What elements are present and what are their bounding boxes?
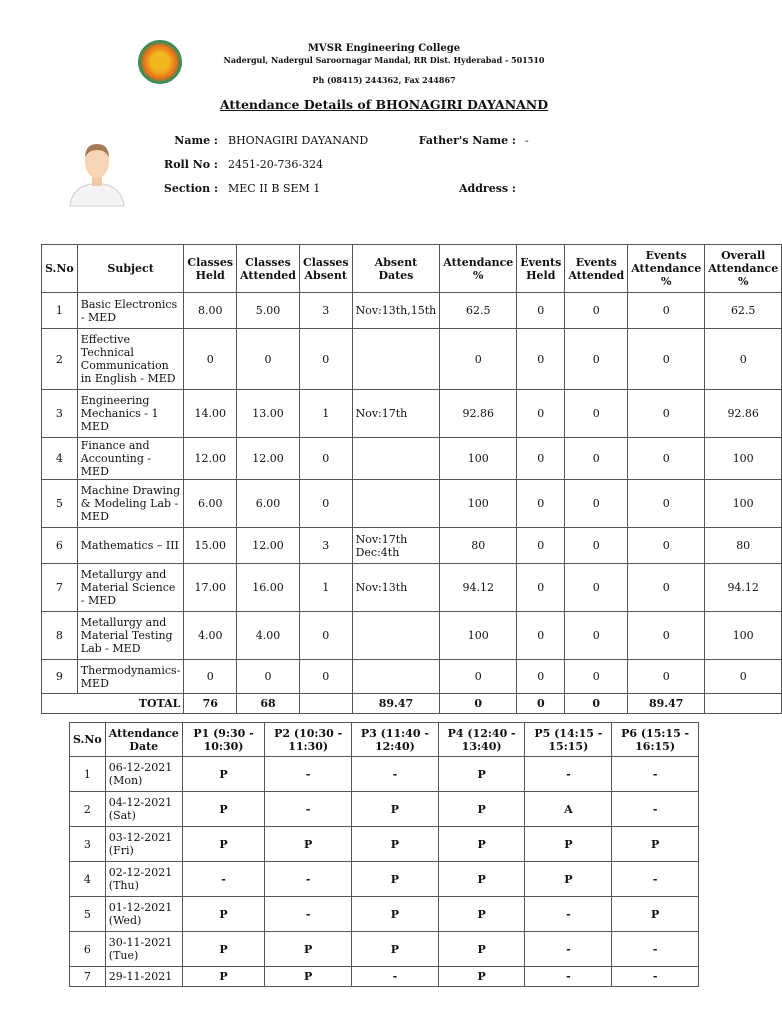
address-label: Address :: [459, 182, 516, 195]
cell-period-6: -: [612, 967, 699, 987]
cell-events-held: 0: [517, 438, 565, 480]
cell-absent-dates: [352, 480, 440, 528]
cell-classes-absent: 0: [299, 329, 352, 390]
page-title: Attendance Details of BHONAGIRI DAYANAND: [219, 97, 549, 112]
roll-no-label: Roll No :: [164, 158, 218, 171]
cell-classes-attended: 12.00: [237, 438, 300, 480]
cell-overall-pct: 62.5: [705, 293, 782, 329]
total-events-attended: 0: [517, 694, 565, 714]
summary-row: [42, 438, 782, 480]
total-attendance-pct: 89.47: [352, 694, 440, 714]
col-p4: P4 (12:40 - 13:40): [438, 723, 525, 757]
cell-absent-dates: Nov:17th: [352, 390, 440, 438]
cell-classes-held: 12.00: [184, 438, 237, 480]
cell-classes-held: 15.00: [184, 528, 237, 564]
cell-sno: 2: [70, 792, 106, 827]
cell-period-6: -: [612, 862, 699, 897]
cell-sno: 6: [70, 932, 106, 967]
col-p2: P2 (10:30 - 11:30): [265, 723, 352, 757]
college-phone: Ph (08415) 244362, Fax 244867: [312, 75, 456, 85]
cell-classes-held: 4.00: [184, 612, 237, 660]
summary-total-row: [42, 694, 782, 714]
cell-events-held: 0: [517, 660, 565, 694]
col-classes-attended: Classes Attended: [237, 245, 300, 293]
total-events-held: 0: [440, 694, 517, 714]
cell-classes-held: 0: [184, 660, 237, 694]
cell-events-pct: 0: [628, 660, 705, 694]
cell-attendance-date: 29-11-2021: [105, 967, 182, 987]
summary-row: [42, 293, 782, 329]
summary-row: [42, 564, 782, 612]
cell-attendance-date: 04-12-2021 (Sat): [105, 792, 182, 827]
col-p3: P3 (11:40 - 12:40): [352, 723, 439, 757]
col-events-held: Events Held: [517, 245, 565, 293]
cell-period-3: P: [352, 897, 439, 932]
summary-row: [42, 329, 782, 390]
name-value: BHONAGIRI DAYANAND: [228, 134, 369, 147]
cell-period-2: -: [265, 862, 352, 897]
cell-period-3: P: [352, 827, 439, 862]
cell-overall-pct: 0: [705, 660, 782, 694]
cell-events-attended: 0: [565, 564, 628, 612]
cell-period-2: P: [265, 932, 352, 967]
cell-period-4: P: [438, 757, 525, 792]
cell-events-held: 0: [517, 528, 565, 564]
cell-period-4: P: [438, 932, 525, 967]
cell-period-1: P: [182, 757, 264, 792]
cell-classes-attended: 13.00: [237, 390, 300, 438]
cell-period-5: -: [525, 932, 612, 967]
total-classes-absent: [299, 694, 352, 714]
cell-subject: Thermodynamics-MED: [77, 660, 184, 694]
col-events-pct: Events Attendance %: [628, 245, 705, 293]
cell-absent-dates: Nov:13th: [352, 564, 440, 612]
cell-classes-absent: 0: [299, 612, 352, 660]
cell-absent-dates: [352, 660, 440, 694]
cell-classes-attended: 16.00: [237, 564, 300, 612]
cell-period-3: -: [352, 967, 439, 987]
cell-attendance-pct: 100: [440, 612, 517, 660]
cell-sno: 7: [70, 967, 106, 987]
col-classes-absent: Classes Absent: [299, 245, 352, 293]
col-sno: S.No: [70, 723, 106, 757]
cell-period-1: P: [182, 827, 264, 862]
cell-period-3: -: [352, 757, 439, 792]
cell-events-attended: 0: [565, 293, 628, 329]
cell-attendance-pct: 100: [440, 438, 517, 480]
cell-classes-attended: 4.00: [237, 612, 300, 660]
cell-attendance-date: 02-12-2021 (Thu): [105, 862, 182, 897]
col-classes-held: Classes Held: [184, 245, 237, 293]
total-blank: [705, 694, 782, 714]
daily-row: [70, 792, 699, 827]
section-value: MEC II B SEM 1: [228, 182, 321, 195]
cell-events-attended: 0: [565, 390, 628, 438]
cell-sno: 4: [70, 862, 106, 897]
cell-absent-dates: Nov:17th Dec:4th: [352, 528, 440, 564]
cell-overall-pct: 80: [705, 528, 782, 564]
cell-attendance-pct: 80: [440, 528, 517, 564]
cell-sno: 9: [42, 660, 78, 694]
cell-absent-dates: [352, 329, 440, 390]
summary-row: [42, 660, 782, 694]
daily-row: [70, 967, 699, 987]
total-classes-held: 76: [184, 694, 237, 714]
cell-events-pct: 0: [628, 293, 705, 329]
cell-subject: Metallurgy and Material Testing Lab - MED: [77, 612, 184, 660]
cell-period-6: -: [612, 932, 699, 967]
cell-attendance-date: 03-12-2021 (Fri): [105, 827, 182, 862]
cell-events-held: 0: [517, 293, 565, 329]
cell-subject: Metallurgy and Material Science - MED: [77, 564, 184, 612]
cell-events-held: 0: [517, 329, 565, 390]
cell-events-pct: 0: [628, 612, 705, 660]
cell-period-2: -: [265, 792, 352, 827]
cell-period-4: P: [438, 897, 525, 932]
summary-row: [42, 390, 782, 438]
daily-row: [70, 897, 699, 932]
cell-events-pct: 0: [628, 438, 705, 480]
cell-events-pct: 0: [628, 564, 705, 612]
col-subject: Subject: [77, 245, 184, 293]
cell-period-1: P: [182, 932, 264, 967]
cell-attendance-pct: 0: [440, 329, 517, 390]
cell-sno: 8: [42, 612, 78, 660]
cell-classes-attended: 0: [237, 660, 300, 694]
col-absent-dates: Absent Dates: [352, 245, 440, 293]
daily-row: [70, 827, 699, 862]
cell-period-6: P: [612, 897, 699, 932]
cell-sno: 4: [42, 438, 78, 480]
cell-events-held: 0: [517, 612, 565, 660]
cell-sno: 1: [42, 293, 78, 329]
cell-subject: Finance and Accounting - MED: [77, 438, 184, 480]
cell-period-5: P: [525, 862, 612, 897]
cell-period-2: P: [265, 827, 352, 862]
cell-sno: 5: [70, 897, 106, 932]
cell-overall-pct: 94.12: [705, 564, 782, 612]
cell-absent-dates: [352, 612, 440, 660]
cell-period-5: -: [525, 897, 612, 932]
cell-period-6: -: [612, 792, 699, 827]
cell-sno: 3: [70, 827, 106, 862]
cell-classes-absent: 1: [299, 390, 352, 438]
cell-period-1: -: [182, 862, 264, 897]
total-classes-attended: 68: [237, 694, 300, 714]
avatar-icon: [68, 138, 126, 206]
daily-row: [70, 862, 699, 897]
cell-period-2: P: [265, 967, 352, 987]
daily-header-row: [70, 723, 699, 757]
cell-sno: 3: [42, 390, 78, 438]
cell-period-2: -: [265, 897, 352, 932]
cell-period-4: P: [438, 862, 525, 897]
cell-overall-pct: 0: [705, 329, 782, 390]
cell-attendance-pct: 100: [440, 480, 517, 528]
cell-subject: Effective Technical Communication in English - MED: [77, 329, 184, 390]
roll-no-value: 2451-20-736-324: [228, 158, 324, 171]
cell-classes-absent: 0: [299, 480, 352, 528]
cell-events-pct: 0: [628, 528, 705, 564]
cell-period-1: P: [182, 897, 264, 932]
cell-period-2: -: [265, 757, 352, 792]
cell-classes-held: 6.00: [184, 480, 237, 528]
col-p1: P1 (9:30 - 10:30): [182, 723, 264, 757]
cell-sno: 5: [42, 480, 78, 528]
cell-absent-dates: [352, 438, 440, 480]
cell-events-held: 0: [517, 564, 565, 612]
cell-sno: 6: [42, 528, 78, 564]
cell-period-6: P: [612, 827, 699, 862]
daily-row: [70, 757, 699, 792]
cell-subject: Engineering Mechanics - 1 MED: [77, 390, 184, 438]
cell-classes-held: 0: [184, 329, 237, 390]
cell-period-1: P: [182, 792, 264, 827]
total-label: TOTAL: [42, 694, 184, 714]
cell-overall-pct: 100: [705, 438, 782, 480]
cell-period-4: P: [438, 827, 525, 862]
cell-period-4: P: [438, 967, 525, 987]
cell-events-attended: 0: [565, 660, 628, 694]
total-overall-pct: 89.47: [628, 694, 705, 714]
cell-period-5: -: [525, 967, 612, 987]
cell-period-5: P: [525, 827, 612, 862]
col-p6: P6 (15:15 - 16:15): [612, 723, 699, 757]
cell-classes-absent: 0: [299, 438, 352, 480]
cell-period-5: A: [525, 792, 612, 827]
cell-events-attended: 0: [565, 528, 628, 564]
cell-events-attended: 0: [565, 480, 628, 528]
daily-row: [70, 932, 699, 967]
cell-attendance-pct: 62.5: [440, 293, 517, 329]
cell-classes-absent: 1: [299, 564, 352, 612]
cell-classes-held: 14.00: [184, 390, 237, 438]
father-name-value: -: [525, 134, 529, 147]
cell-classes-attended: 0: [237, 329, 300, 390]
col-attendance-date: Attendance Date: [105, 723, 182, 757]
college-address: Nadergul, Nadergul Saroornagar Mandal, RR Dist. Hyderabad - 501510: [223, 55, 545, 65]
section-label: Section :: [163, 182, 218, 195]
col-events-attended: Events Attended: [565, 245, 628, 293]
cell-overall-pct: 100: [705, 612, 782, 660]
summary-row: [42, 612, 782, 660]
cell-events-pct: 0: [628, 329, 705, 390]
cell-period-3: P: [352, 932, 439, 967]
cell-classes-absent: 3: [299, 528, 352, 564]
col-attendance-pct: Attendance %: [440, 245, 517, 293]
attendance-summary-table: [41, 244, 782, 714]
cell-classes-attended: 12.00: [237, 528, 300, 564]
cell-attendance-date: 06-12-2021 (Mon): [105, 757, 182, 792]
cell-sno: 1: [70, 757, 106, 792]
cell-events-attended: 0: [565, 329, 628, 390]
cell-period-4: P: [438, 792, 525, 827]
cell-events-pct: 0: [628, 390, 705, 438]
name-label: Name :: [174, 134, 218, 147]
cell-period-3: P: [352, 792, 439, 827]
cell-period-1: P: [182, 967, 264, 987]
summary-header-row: [42, 245, 782, 293]
cell-sno: 2: [42, 329, 78, 390]
cell-attendance-date: 30-11-2021 (Tue): [105, 932, 182, 967]
cell-events-held: 0: [517, 480, 565, 528]
cell-period-5: -: [525, 757, 612, 792]
cell-attendance-pct: 94.12: [440, 564, 517, 612]
cell-events-attended: 0: [565, 438, 628, 480]
col-sno: S.No: [42, 245, 78, 293]
cell-classes-attended: 6.00: [237, 480, 300, 528]
cell-events-attended: 0: [565, 612, 628, 660]
cell-classes-held: 8.00: [184, 293, 237, 329]
cell-classes-absent: 0: [299, 660, 352, 694]
col-overall-pct: Overall Attendance %: [705, 245, 782, 293]
cell-attendance-date: 01-12-2021 (Wed): [105, 897, 182, 932]
cell-events-pct: 0: [628, 480, 705, 528]
cell-attendance-pct: 0: [440, 660, 517, 694]
cell-classes-attended: 5.00: [237, 293, 300, 329]
cell-period-6: -: [612, 757, 699, 792]
cell-events-held: 0: [517, 390, 565, 438]
cell-subject: Basic Electronics - MED: [77, 293, 184, 329]
cell-classes-held: 17.00: [184, 564, 237, 612]
cell-sno: 7: [42, 564, 78, 612]
college-name: MVSR Engineering College: [307, 43, 461, 54]
cell-period-3: P: [352, 862, 439, 897]
father-name-label: Father's Name :: [418, 134, 516, 147]
summary-row: [42, 480, 782, 528]
total-events-pct: 0: [565, 694, 628, 714]
cell-overall-pct: 100: [705, 480, 782, 528]
cell-subject: Mathematics – III: [77, 528, 184, 564]
summary-row: [42, 528, 782, 564]
cell-attendance-pct: 92.86: [440, 390, 517, 438]
cell-absent-dates: Nov:13th,15th: [352, 293, 440, 329]
cell-subject: Machine Drawing & Modeling Lab - MED: [77, 480, 184, 528]
col-p5: P5 (14:15 - 15:15): [525, 723, 612, 757]
cell-classes-absent: 3: [299, 293, 352, 329]
daily-attendance-table: [69, 722, 699, 987]
cell-overall-pct: 92.86: [705, 390, 782, 438]
